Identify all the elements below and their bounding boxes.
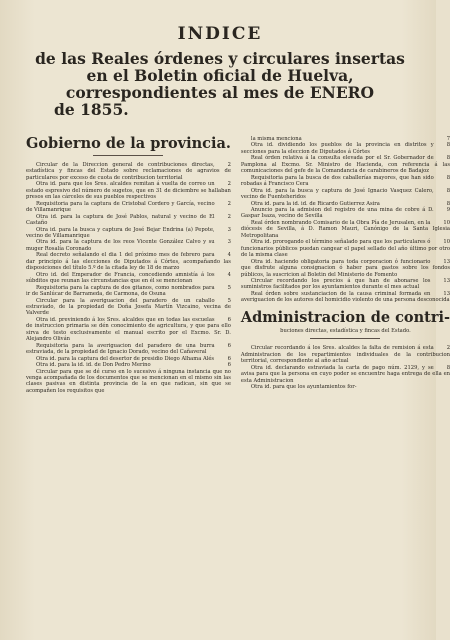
index-entry xyxy=(26,285,231,298)
index-entry-text: Otra id. para que los ayuntamientos for- xyxy=(250,383,357,390)
index-entry xyxy=(26,227,231,240)
index-entry-page: 2 xyxy=(227,200,231,207)
index-entry xyxy=(26,343,231,356)
index-entry-page: 8 xyxy=(446,187,450,194)
index-entry-text: Otra id. declarando estraviada la carta de pago núm. 2129, y se avisa para que la persona en cuyo poder se encuentre haga entrega de ella en esta Administracion xyxy=(240,364,450,384)
index-entry-text: Otra id. para que los Sres. alcaldes remitan á vuelta de correo un estado espresivo del número de sugetos, que en 31 de diciembre se hallaban presos en las cárceles de sus pueblos respectivos xyxy=(26,181,231,201)
index-entry-page: 2 xyxy=(227,213,231,220)
index-entry-page: 9 xyxy=(446,206,450,213)
index-entry xyxy=(241,291,450,304)
index-entry-page: 13 xyxy=(443,277,450,284)
index-entry-text: Otra id. para la busca y captura de José Bejar Endrina (a) Pepote, vecino de Villamanrique xyxy=(26,226,215,239)
index-entry xyxy=(26,201,231,214)
index-entry xyxy=(26,317,231,343)
section-heading-administracion: Administracion de contri- xyxy=(240,308,450,326)
index-entry-text: Otra id. para la busca y captura de José Ignacio Vasquez Calero, vecino de Fuenteheridos xyxy=(240,187,434,201)
index-entry xyxy=(241,384,450,390)
right-entries xyxy=(241,136,450,304)
section-heading-administracion-sub: buciones directas, estadística y fincas del Estado. xyxy=(280,327,411,334)
index-entry-text: Otra id. para la captura de los reos Vicente González Calvo y su muger Rosalía Coronado xyxy=(26,239,215,252)
index-entry-page: 2 xyxy=(227,181,231,188)
index-entry-page: 2 xyxy=(446,345,450,352)
index-entry-text: Otra id. dividiendo los pueblos de la provincia en distritos y secciones para la eleccion de Diputados á Córtes xyxy=(240,142,434,155)
index-entry xyxy=(26,162,231,181)
index-subtitle: de las Reales órdenes y circulares insertas en el Boletin oficial de Huelva, correspondientes al mes de ENERO xyxy=(35,49,405,102)
left-column xyxy=(26,136,231,394)
index-entry xyxy=(26,239,231,252)
index-entry xyxy=(26,252,231,271)
index-entry-text: Requisitoria para la averiguacion del paradero de una burra estraviada, de la propiedad de Ignacio Dorado, vecino del Cañaveral xyxy=(26,342,215,356)
index-entry-text: Circular para la averiguacion del paradero de un caballo estraviado, de la propiedad de Doña Josefa Martín Vizcaino, vecina de Valverde xyxy=(26,297,231,317)
index-entry-text: Otra id. prorogando el término señalado para que los particulares ó funcionarios públicos puedan cangear el papel sellado del año último por otro de la misma clase xyxy=(240,239,450,259)
index-entry-page: 10 xyxy=(443,219,450,226)
index-entry-page: 10 xyxy=(443,239,450,246)
index-entry xyxy=(241,345,450,364)
index-entry-page: 5 xyxy=(227,284,231,291)
index-title: INDICE xyxy=(177,24,263,44)
index-entry-text: la misma menciona xyxy=(250,136,302,142)
heading-rule-2 xyxy=(310,338,380,339)
index-entry-page: 8 xyxy=(446,364,450,371)
index-entry-page: 6 xyxy=(227,316,231,323)
index-entry xyxy=(241,278,450,291)
index-entry-page: 6 xyxy=(227,355,231,362)
index-entry-text: Real órden relativa á la consulta elevada por el Sr. Gobernador de Pamplona al Excmo. Sr. Ministro de Hacienda, con referencia á las comunicaciones del gefe de la Comandancia de carabineros de Badajoz xyxy=(240,155,450,175)
index-entry-text: Otra id. para la id. id. de Ricardo Gutierrez Asira xyxy=(250,200,380,207)
index-entry xyxy=(26,369,231,395)
index-entry-page: 8 xyxy=(446,155,450,162)
index-entry xyxy=(26,298,231,317)
index-entry xyxy=(26,272,231,285)
index-entry-text: Otra id. para la captura de José Pablos, natural y vecino de El Castaño xyxy=(26,213,215,227)
left-entries xyxy=(26,162,231,394)
index-entry-text: Real órden sobre sustanciacion de la causa criminal formada en averiguacion de los autores del homicidio violento de una persona desconocida xyxy=(240,290,450,304)
index-subtitle-year: de 1855. xyxy=(54,100,129,119)
index-entry-page: 3 xyxy=(227,239,231,246)
index-entry-text: Otra id. para la id. id. de Don Pedro Merino xyxy=(36,362,151,369)
index-entry xyxy=(241,142,450,155)
index-entry-text: Circular recordando á los Sres. alcaldes la falta de remision á esta Administracion de los repartimientos individuales de la contribucion territorial, correspondiente al año actual xyxy=(240,345,450,365)
index-entry-text: Requisitoria para la captura de Cristobal Cordero y García, vecino de Villamanrique xyxy=(26,200,215,214)
index-entry-text: Real decreto señalando el dia 1 del próximo mes de febrero para dar principio á las elecciones de Diputados á Córtes, acompañando las disposiciones del título 5.º de la citada ley de 18 de marzo xyxy=(26,252,231,272)
index-entry-text: Real órden nombrando Comisario de la Obra Pía de Jerusalen, en la diócesis de Sevilla, á D. Ramon Mauri, Canónigo de la Santa Iglesia Metropolitana xyxy=(240,219,450,239)
section-heading-gobierno: Gobierno de la provincia. xyxy=(26,135,231,152)
index-columns xyxy=(26,135,450,394)
index-entry xyxy=(241,207,450,220)
index-entry xyxy=(241,175,450,188)
index-entry-text: Requisitoria para la busca de dos caballerías mayores, que han sido robadas á Francisco Cera xyxy=(240,174,434,188)
index-entry xyxy=(241,259,450,278)
index-entry xyxy=(241,155,450,174)
index-entry-text: Otra id. haciendo obligatoria para toda corporacion ó funcionario que disfrute alguna consignacion ó haber para gastos sobre los fondos públicos, la suscricion al Boletin del Ministerio de Fomento xyxy=(240,258,450,278)
right-entries-2 xyxy=(241,345,450,390)
index-entry-page: 6 xyxy=(227,362,231,369)
index-entry-text: Anuncio para la admision del registro de una mina de cobre á D. Gaspar Isaza, vecino de Sevilla xyxy=(240,206,434,220)
index-entry xyxy=(26,214,231,227)
index-entry xyxy=(26,181,231,200)
index-entry-page: 3 xyxy=(227,226,231,233)
index-entry-page: 2 xyxy=(227,162,231,168)
index-entry-page: 13 xyxy=(443,258,450,265)
index-entry-text: Circular de la Direccion general de contribuciones directas, estadística y fincas del Estado sobre reclamaciones de agravios de particulares por exceso de cuota de contribucion territorial xyxy=(26,162,231,181)
heading-rule xyxy=(93,155,163,156)
index-entry-page: 8 xyxy=(446,142,450,149)
index-entry-page: 8 xyxy=(446,200,450,207)
index-entry-text: Otra id. previniendo á los Sres. alcaldes que en todas las escuelas de instruccion primaria se dén conocimiento de agricultura, y que para ello sirva de testo exclusivamente el manual escrito por el Excmo. Sr. D. Alejandro Oliván xyxy=(26,316,231,343)
index-entry-text: Otra id. para la captura del desertor de presidio Diego Alhama Alés xyxy=(36,355,215,362)
index-entry-text: Circular para que se dé curso en lo sucesivo á ninguna instancia que no venga acompañada de los documentos que se mencionan en el mismo sin las clases pasivas en distinta provincia de la en que radican, sin que se acompañen los requisitos que xyxy=(26,368,231,394)
index-entry xyxy=(241,188,450,201)
right-column xyxy=(241,136,450,394)
index-entry-text: Requisitoria para la captura de dos gitanos, como nombrados para ir de Sanlúcar de Barrameda, de Carmona, de Osuna xyxy=(26,284,215,298)
index-entry-page: 6 xyxy=(227,342,231,349)
index-entry xyxy=(241,239,450,258)
index-entry-page: 13 xyxy=(443,290,450,297)
index-entry xyxy=(241,220,450,239)
index-entry-page: 4 xyxy=(227,252,231,259)
index-entry-page: 7 xyxy=(446,136,450,142)
index-entry xyxy=(241,365,450,384)
index-entry-page: 5 xyxy=(227,297,231,304)
index-entry-page: 8 xyxy=(446,174,450,181)
index-entry-text: Circular recordando los precios á que han de abonarse los suministros facilitados por los ayuntamientos durante el mes actual xyxy=(240,277,431,291)
index-entry-page: 4 xyxy=(227,271,231,278)
index-entry-text: Otro id. del Emperador de Francia, concediendo amnistía á los súbditos que reunan las circunstancias que en él se mencionan xyxy=(26,271,215,285)
